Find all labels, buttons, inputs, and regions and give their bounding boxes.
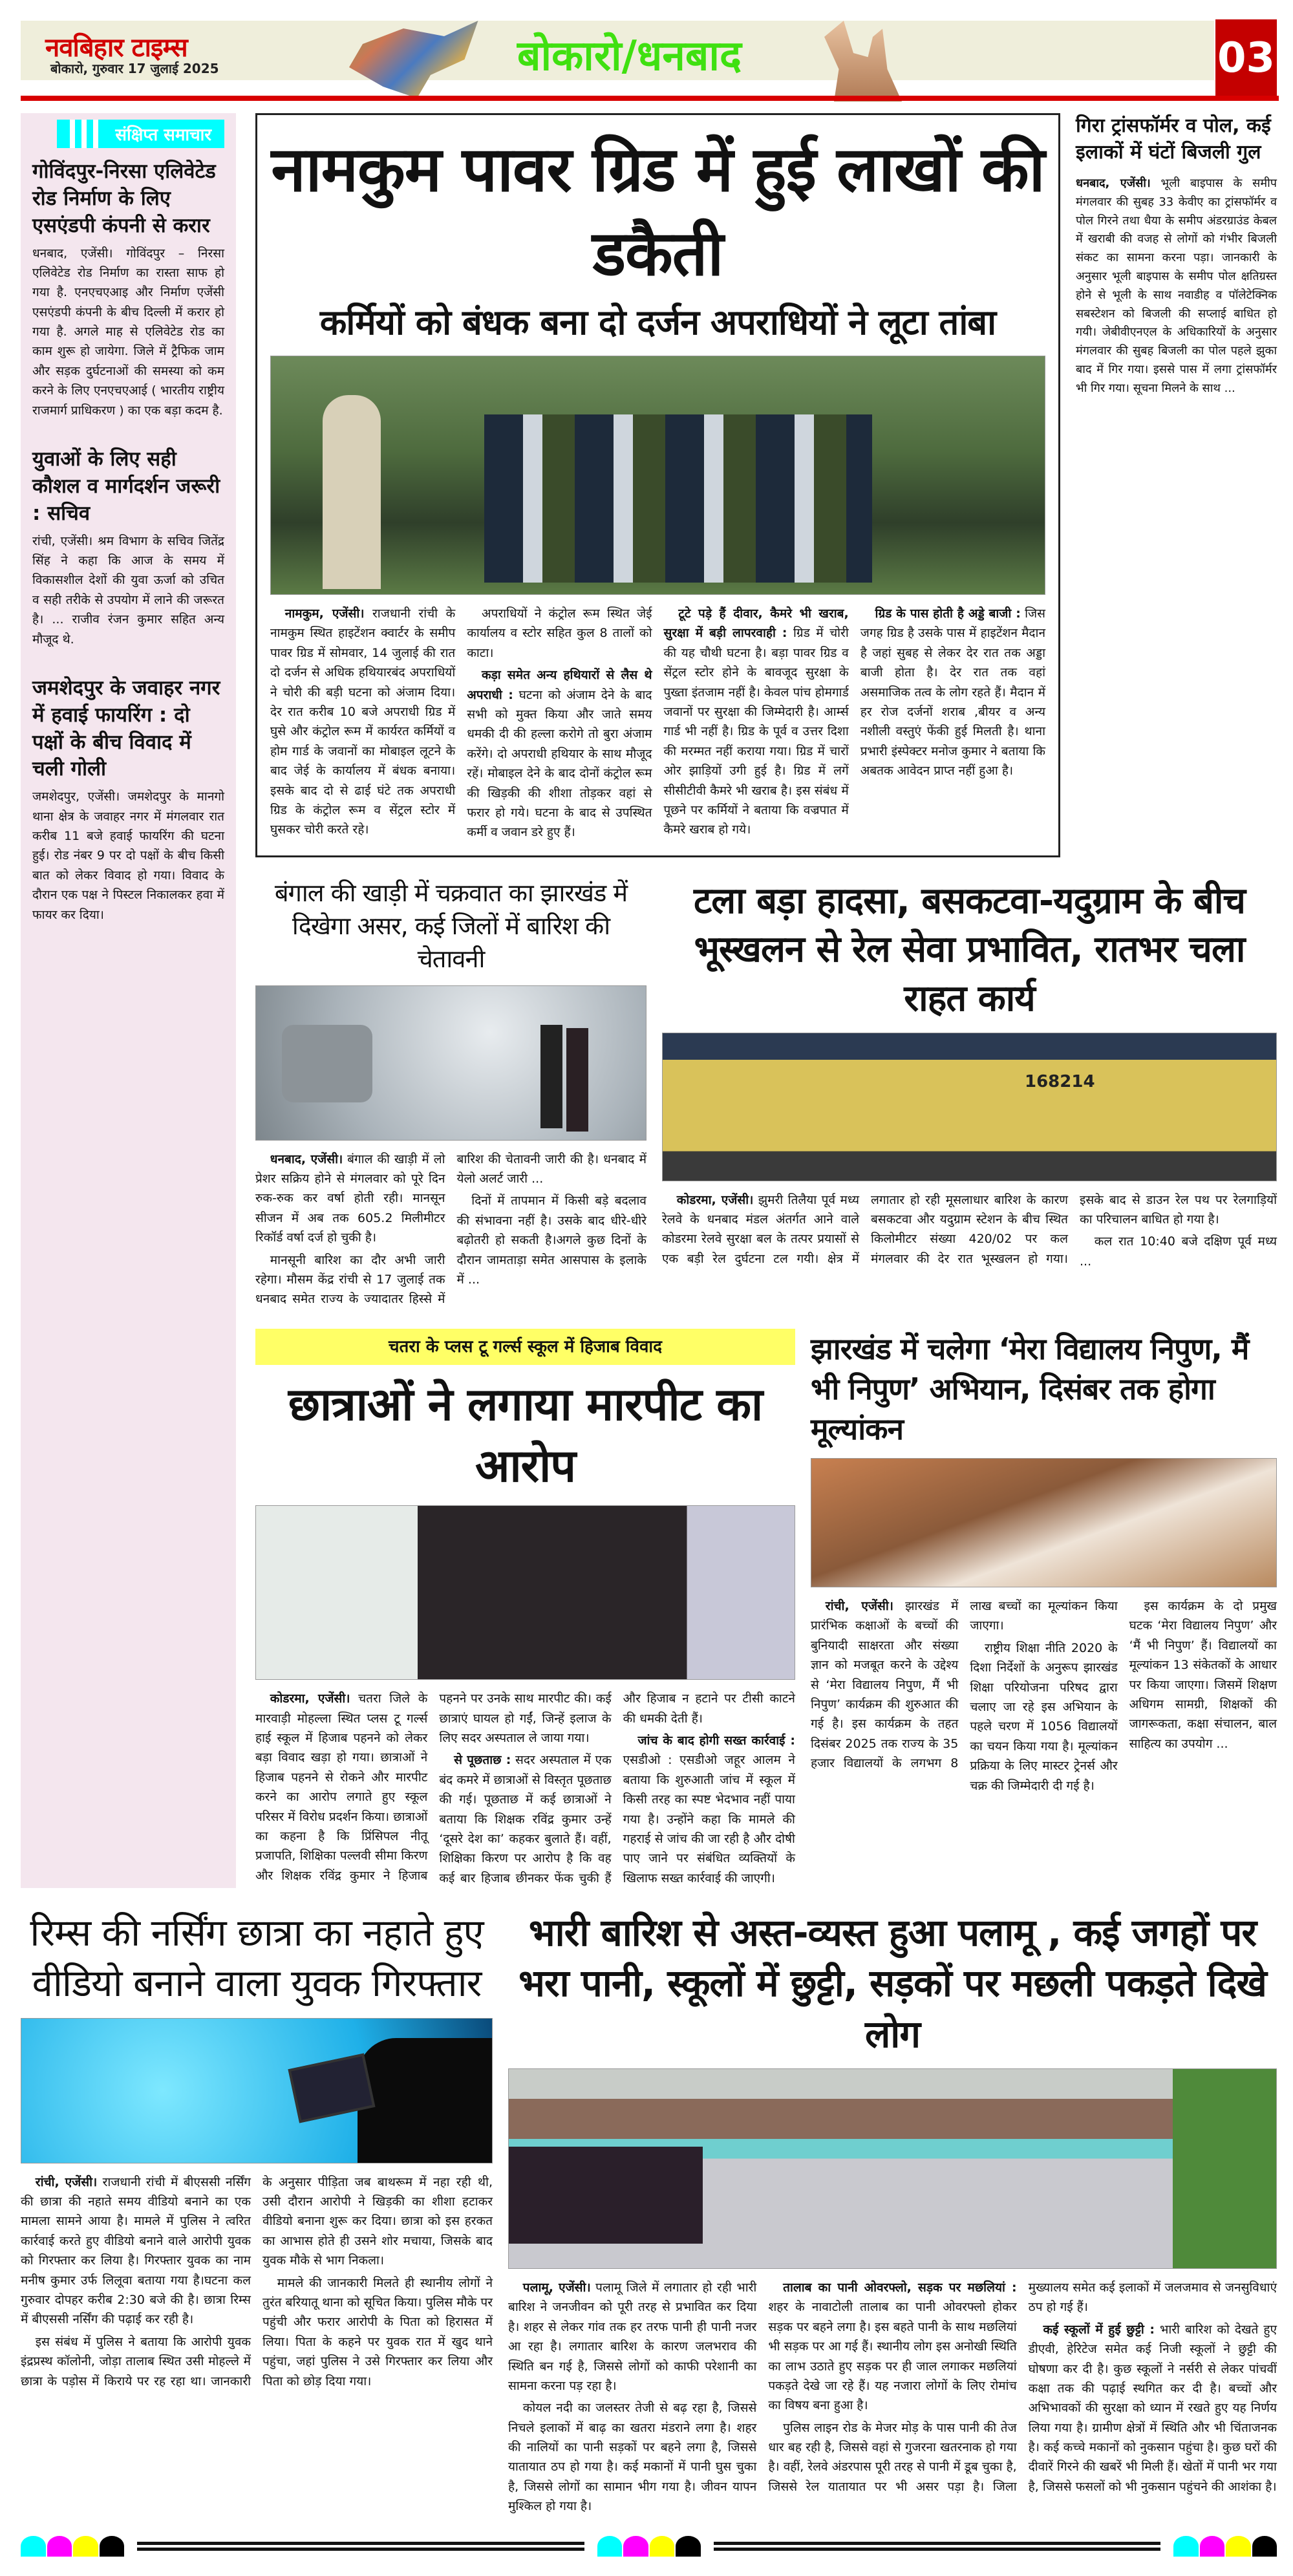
palamu-body bbox=[508, 2278, 1277, 2517]
wall-structure bbox=[509, 2147, 703, 2244]
paragraph: पलामू, एजेंसी। पलामू जिले में लगातार हो रही भारी बारिश ने जनजीवन को पूरी तरह से प्रभावित कर दिया है। शहर से लेकर गांव तक हर तरफ पानी ही पानी नजर आ रहा है। लगातार बारिश के कारण जलभराव की स्थिति बन गई है, जिससे लोगों को काफी परेशानी का सामना करना पड़ रहा है। bbox=[508, 2280, 757, 2393]
edition-date: बोकारो, गुरुवार 17 जुलाई 2025 bbox=[50, 61, 219, 76]
row-hijab-nipun bbox=[255, 1329, 1277, 1888]
rain-street-photo bbox=[255, 985, 646, 1141]
story-kicker: चतरा के प्लस टू गर्ल्स स्कूल में हिजाब विवाद bbox=[255, 1329, 795, 1365]
rail-headline: टला बड़ा हादसा, बसकटवा-यदुग्राम के बीच भूस्खलन से रेल सेवा प्रभावित, रातभर चला राहत कार्य bbox=[693, 879, 1245, 1020]
paragraph: कल रात 10:40 बजे दक्षिण पूर्व मध्य ... bbox=[1080, 1234, 1277, 1269]
brief-headline: जमशेदपुर के जवाहर नगर में हवाई फायरिंग : दो पक्षों के बीच विवाद में चली गोली bbox=[32, 676, 220, 781]
paragraph: कड़ा समेत अन्य हथियारों से लैस थे अपराधी : घटना को अंजाम देने के बाद सभी को मुक्त किया और जाते समय धमकी दी की हल्ला करोगे तो बुरा अंजाम करेंगे। दो अपराधी हथियार के साथ मौजूद रहें। मोबाइल देने के बाद दोनों कंट्रोल रूम की खिड़की की शीशा तोड़कर वहां से फरार हो गये। घटना के बाद से उपस्थित कर्मी व जवान डरे हुए हैं। bbox=[467, 668, 652, 840]
train-photo bbox=[662, 1033, 1277, 1181]
trees bbox=[1173, 2069, 1276, 2269]
lead-body bbox=[270, 604, 1045, 843]
paragraph: दिनों में तापमान में किसी बड़े बदलाव की संभावना नहीं है। उसके बाद धीरे-धीरे बढ़ोतरी हो सकती है।अगले कुछ दिनों के दौरान जामताड़ा समेत आसपास के इलाके में ... bbox=[456, 1194, 646, 1287]
paragraph: इस कार्यक्रम के दो प्रमुख घटक ‘मेरा विद्यालय निपुण’ और ‘मैं भी निपुण’ हैं। विद्यालयों का मूल्यांकन 13 संकेतकों के आधार पर किया जाएगा। जिसमें शिक्षण अधिगम सामग्री, शिक्षकों की जागरूकता, कक्षा संचालन, बाल साहित्य का उपयोग ... bbox=[1129, 1599, 1277, 1751]
paragraph: ग्रिड के पास होती है अड्डे बाजी : जिस जगह ग्रिड है उसके पास में हाइटेंशन मैदान है जहां सुबह से लेकर देर रात तक अड्डा बाजी होता है। देर रात तक वहां असमाजिक तत्व के लोग रहते हैं। मैदान में हर रोज दर्जनों शराब ,बीयर व अन्य नशीली वस्तुएं फेंकी हुई मिलती है। थाना प्रभारी इंस्पेक्टर मनोज कुमार ने बताया कि अबतक आवेदन प्राप्त नहीं हुआ है। bbox=[860, 606, 1045, 778]
paragraph: कई स्कूलों में हुई छुट्टी : भारी बारिश को देखते हुए डीएवी, हेरिटेज समेत कई निजी स्कूलों ने छुट्टी की घोषणा कर दी है। कुछ स्कूलों ने नर्सरी से लेकर पांचवीं कक्षा तक की पढ़ाई स्थगित कर दी है। बच्चों और अभिभावकों की सुरक्षा को ध्यान में रखते हुए यह निर्णय लिया गया है। ग्रामीण क्षेत्रों में स्थिति और भी चिंताजनक है। कई कच्चे मकानों को नुकसान पहुंचा है। कुछ घरों की दीवारें गिरने की खबरें भी मिली हैं। खेतों में पानी भर गया है, जिससे फसलों को भी नुकसान पहुंचने की आशंका है। bbox=[1028, 2322, 1277, 2494]
footer-rule bbox=[137, 2542, 584, 2551]
paragraph: पुलिस लाइन रोड के मेजर मोड़ के पास पानी की तेज धार बह रही है, जिससे वहां से गुजरना खतरनाक हो गया है। वहीं, रेलवे अंडरपास पूरी तरह से पानी में डूब चुका है, जिससे रेल यातायात पर भी असर पड़ा है। जिला मुख्यालय समेत कई इलाकों में जलजमाव से जनसुविधाएं ठप हो गई हैं। bbox=[768, 2280, 1277, 2494]
paragraph: जांच के बाद होगी सख्त कार्रवाई : एसडीओ : एसडीओ जहूर आलम ने बताया कि शुरुआती जांच में स्कूल में किसी तरह का स्पष्ट भेदभाव नहीं पाया गया है। उन्होंने कहा कि मामले की गहराई से जांच की जा रही है और दोषी पाए जाने पर संबंधित व्यक्तियों के खिलाफ सख्त कार्रवाई की जाएगी। bbox=[623, 1733, 795, 1885]
row-weather-rail bbox=[255, 877, 1277, 1309]
hijab-story bbox=[255, 1329, 795, 1888]
meeting-photo bbox=[811, 1458, 1277, 1587]
lead-subheadline: कर्मियों को बंधक बना दो दर्जन अपराधियों ने लूटा तांबा bbox=[319, 302, 996, 343]
palamu-story bbox=[508, 1907, 1277, 2517]
brief-news-sidebar bbox=[21, 113, 236, 1888]
brief-story bbox=[32, 158, 224, 420]
hijab-headline: छात्राओं ने लगाया मारपीट का आरोप bbox=[288, 1378, 763, 1492]
flooded-road-photo bbox=[508, 2068, 1277, 2269]
footer-rule bbox=[714, 2542, 1161, 2551]
page-number: 03 bbox=[1215, 19, 1277, 97]
right-headline: गिरा ट्रांसफॉर्मर व पोल, कई इलाकों में घंटों बिजली गुल bbox=[1076, 114, 1271, 164]
row-rims-palamu bbox=[21, 1907, 1277, 2517]
pedestrian bbox=[566, 1028, 588, 1132]
rims-headline: रिम्स की नर्सिंग छात्रा का नहाते हुए वीडियो बनाने वाला युवक गिरफ्तार bbox=[30, 1911, 484, 2006]
brief-story bbox=[32, 446, 224, 649]
brief-headline: गोविंदपुर-निरसा एलिवेटेड रोड निर्माण के लिए एसएंडपी कंपनी से करार bbox=[32, 160, 216, 237]
paragraph: कोडरमा, एजेंसी। झुमरी तिलैया पूर्व मध्य रेलवे के धनबाद मंडल अंतर्गत आने वाले कोडरमा रेलवे सुरक्षा बल के तत्पर प्रयासों से एक बड़ी रेल दुर्घटना टल गयी। क्षेत्र में लगातार हो रही मूसलाधार बारिश के कारण बसकटवा और यदुग्राम स्टेशन के बीच स्थित किलोमीटर संख्या 420/02 पर कल मंगलवार की देर रात भूस्खलन हो गया। इसके बाद से डाउन रेल पथ पर रेलगाड़ियों का परिचालन बाधित हो गया है। bbox=[662, 1192, 1277, 1266]
people-group bbox=[484, 414, 872, 583]
coach-number: 168214 bbox=[1025, 1071, 1095, 1091]
brief-body: जमशेदपुर, एजेंसी। जमशेदपुर के मानगो थाना क्षेत्र के जवाहर नगर में मंगलवार रात करीब 11 बजे हवाई फायरिंग की घटना हुई। रोड नंबर 9 पर दो पक्षों के बीच किसी बात को लेकर विवाद हो गया। विवाद के दौरान एक पक्ष ने पिस्टल निकालकर हवा में फायर कर दिया। bbox=[32, 789, 224, 922]
sidebar-title: संक्षिप्त समाचार bbox=[57, 120, 224, 148]
paragraph: मामले की जानकारी मिलते ही स्थानीय लोगों ने तुरंत बरियातू थाना को सूचित किया। पुलिस मौके पर पहुंची और फरार आरोपी के पिता को हिरासत में लिया। पिता के कहने पर युवक रात में खुद थाने पहुंचा, जहां पुलिस ने उसे गिरफ्तार कर लिया और पिता को छोड़ दिया गया। bbox=[262, 2275, 493, 2388]
lead-story bbox=[255, 113, 1060, 857]
right-story bbox=[1076, 113, 1277, 398]
paragraph: धनबाद, एजेंसी। बंगाल की खाड़ी में लो प्रेशर सक्रिय होने से मंगलवार को पूरे दिन रुक-रुक कर वर्षा होती रही। मानसून सीजन में अब तक 605.2 मिलीमीटर रिकॉर्ड वर्षा दर्ज हो चुकी है। bbox=[255, 1152, 445, 1245]
footer-marks bbox=[21, 2536, 1277, 2576]
brief-story bbox=[32, 675, 224, 925]
lead-headline: नामकुम पावर ग्रिड में हुई लाखों की डकैती bbox=[271, 133, 1045, 290]
registration-marks bbox=[1173, 2536, 1277, 2557]
weather-body bbox=[255, 1150, 646, 1309]
brief-body: धनबाद, एजेंसी। गोविंदपुर – निरसा एलिवेटेड रोड निर्माण का रास्ता साफ हो गया है. एनएचएआइ और निर्माण एजेंसी एसएंडपी कंपनी के बीच दिल्ली में करार हो गया है. अगले माह से एलिवेटेड रोड का काम शुरू हो जायेगा. जिले में ट्रैफिक जाम और सड़क दुर्घटनाओं की समस्या को कम करने के लिए एनएचएआई ( भारतीय राष्ट्रीय राजमार्ग प्राधिकरण ) का एक बड़ा कदम है. bbox=[32, 246, 224, 418]
rims-body bbox=[21, 2173, 493, 2392]
weather-headline: बंगाल की खाड़ी में चक्रवात का झारखंड में दिखेगा असर, कई जिलों में बारिश की चेतावनी bbox=[274, 878, 628, 974]
camera-phone-photo bbox=[21, 2018, 493, 2163]
paragraph: इस संबंध में पुलिस ने बताया कि आरोपी युवक इंद्रप्रस्थ कॉलोनी, जोड़ा तालाब स्थित उसी मोहल्ले में छात्रा के पड़ोस में किराये पर रह रहा था। जानकारी के अनुसार पीड़िता जब बाथरूम में नहा रही थी, उसी दौरान आरोपी ने खिड़की का शीशा हटाकर वीडियो बनाना शुरू कर दिया। छात्रा को इस हरकत का आभास होते ही उसने शोर मचाया, जिसके बाद युवक मौके से भाग निकला। bbox=[21, 2174, 493, 2388]
paragraph: तालाब का पानी ओवरफ्लो, सड़क पर मछलियां : शहर के नावाटोली तालाब का पानी ओवरफ्लो होकर सड़क पर बहने लगा है। इस बहते पानी के साथ मछलियां भी सड़क पर आ गई हैं। स्थानीय लोग इस अनोखी स्थिति का लाभ उठाते हुए सड़क पर ही जाल लगाकर मछलियां पकड़ते देखे जा रहे हैं। यह नजारा लोगों के लिए रोमांच का विषय बना हुआ है। bbox=[768, 2280, 1017, 2413]
grid-officials-photo bbox=[270, 356, 1045, 595]
paragraph: रांची, एजेंसी। झारखंड में प्रारंभिक कक्षाओं के बच्चों की बुनियादी साक्षरता और संख्या ज्ञान को मजबूत करने के उद्देश्य से ‘मेरा विद्यालय निपुण, मैं भी निपुण’ कार्यक्रम की शुरुआत की गई है। इस कार्यक्रम के तहत दिसंबर 2025 तक राज्य के 35 हजार विद्यालयों के लगभग 8 लाख बच्चों का मूल्यांकन किया जाएगा। bbox=[811, 1599, 1118, 1771]
person-figure bbox=[323, 395, 381, 589]
car-shape bbox=[282, 1025, 372, 1102]
section-title: बोकारो/धनबाद bbox=[517, 32, 742, 80]
pedestrian bbox=[540, 1025, 562, 1128]
paragraph: से पूछताछ : सदर अस्पताल में एक बंद कमरे में छात्राओं से विस्तृत पूछताछ की गई। पूछताछ में कई छात्राओं ने बताया कि शिक्षक रविंद्र कुमार उन्हें ‘दूसरे देश का’ कहकर बुलाते हैं। वहीं, शिक्षिका किरण पर आरोप है कि वह कई बार हिजाब छीनकर फेंक चुकी हैं और हिजाब न हटाने पर टीसी काटने की धमकी देती हैं। bbox=[439, 1691, 795, 1885]
students-photo bbox=[255, 1505, 795, 1680]
row-lead bbox=[255, 113, 1277, 857]
registration-marks bbox=[21, 2536, 124, 2557]
nipun-body bbox=[811, 1596, 1277, 1796]
nipun-headline: झारखंड में चलेगा ‘मेरा विद्यालय निपुण, मैं भी निपुण’ अभियान, दिसंबर तक होगा मूल्यांकन bbox=[811, 1331, 1249, 1446]
hand-silhouette bbox=[358, 2038, 493, 2163]
paragraph: राष्ट्रीय शिक्षा नीति 2020 के दिशा निर्देशों के अनुरूप झारखंड शिक्षा परियोजना परिषद द्वारा चलाए जा रहे इस अभियान के पहले चरण में 1056 विद्यालयों का चयन किया गया है। मूल्यांकन प्रक्रिया के लिए मास्टर ट्रेनर्स और चक्र की जिम्मेदारी दी गई है। bbox=[970, 1640, 1118, 1793]
brief-headline: युवाओं के लिए सही कौशल व मार्गदर्शन जरूरी : सचिव bbox=[32, 447, 220, 525]
paragraph: टूटे पड़े हैं दीवार, कैमरे भी खराब, सुरक्षा में बड़ी लापरवाही : ग्रिड में चोरी की यह चौथी घटना है। बड़ा पावर ग्रिड व सेंट्रल स्टोर होने के बावजूद सुरक्षा के पुख्ता इंतजाम नहीं है। केवल पांच होमगार्ड जवानों पर सुरक्षा की जिम्मेदारी है। आर्म्स गार्ड भी नहीं है। ग्रिड के पूर्व व उत्तर दिशा की मरम्मत नहीं कराया गया। ग्रिड में चारों ओर झाड़ियों उगी हुई है। ग्रिड में लगें सीसीटीवी कैमरे भी खराब है। इस संबंध में पूछने पर कर्मियों ने बताया कि वज्रपात में कैमरे खराब हो गये। bbox=[663, 606, 849, 837]
weather-story bbox=[255, 877, 646, 1309]
right-body: धनबाद, एजेंसी। भूली बाइपास के समीप मंगलवार की सुबह 33 केवीए का ट्रांसफॉर्मर व पोल गिरने तथा धैया के समीप अंडरग्राउंड केबल में खराबी की वजह से लोगों को गंभीर बिजली संकट का सामना करना पड़ा। जानकारी के अनुसार भूली बाइपास के समीप पोल क्षतिग्रस्त होने से भूली के साथ नवाडीह व पॉलेटेक्निक सबस्टेशन को बिजली की सप्लाई बाधित हो गयी। जेबीवीएनएल के अधिकारियों के अनुसार मंगलवार की सुबह बिजली का पोल पहले झुका बाद में गिर गया। इससे पास में लगा ट्रांसफॉर्मर भी गिर गया। सूचना मिलने के साथ ... bbox=[1076, 177, 1277, 395]
paragraph: रांची, एजेंसी। राजधानी रांची में बीएससी नर्सिंग की छात्रा की नहाते समय वीडियो बनाने का एक मामला सामने आया है। मामले में पुलिस ने त्वरित कार्रवाई करते हुए वीडियो बनाने वाले आरोपी युवक को गिरफ्तार कर लिया है। गिरफ्तार युवक का नाम मनीष कुमार उर्फ लिलूवा बताया गया है।घटना कल गुरुवार दोपहर करीब 2:30 बजे की है। छात्रा रिम्स में बीएससी नर्सिंग की पढ़ाई कर रही है। bbox=[21, 2174, 251, 2327]
rims-story bbox=[21, 1907, 493, 2392]
brief-body: रांची, एजेंसी। श्रम विभाग के सचिव जितेंद्र सिंह ने कहा कि आज के समय में विकासशील देशों की युवा ऊर्जा को उचित व सही तरीके से उपयोग में लाने की जरूरत है। ... राजीव रंजन कुमार सहित अन्य मौजूद थे. bbox=[32, 533, 224, 647]
paragraph: अपराधियों ने कंट्रोल रूम स्थित जेई कार्यालय व स्टोर सहित कुल 8 तालों को काटा। bbox=[467, 606, 652, 660]
rail-body bbox=[662, 1190, 1277, 1272]
hijab-body bbox=[255, 1689, 795, 1888]
paragraph: कोडरमा, एजेंसी। चतरा जिले के मारवाड़ी मोहल्ला स्थित प्लस टू गर्ल्स हाई स्कूल में हिजाब पहनने को लेकर बड़ा विवाद खड़ा हो गया। छात्राओं ने हिजाब पहनने से रोकने और मारपीट करने का आरोप लगाते हुए स्कूल परिसर में विरोध प्रदर्शन किया। छात्राओं का कहना है कि प्रिंसिपल नीतू प्रजापति, शिक्षिका पल्लवी सीमा किरण और शिक्षक रविंद्र कुमार ने हिजाब पहनने पर उनके साथ मारपीट की। कई छात्राएं घायल हो गईं, जिन्हें इलाज के लिए सदर अस्पताल ले जाया गया। bbox=[255, 1691, 612, 1883]
paragraph: नामकुम, एजेंसी। राजधानी रांची के नामकुम स्थित हाइटेंशन क्वार्टर के समीप पावर ग्रिड में सोमवार, 14 जुलाई की रात दो दर्जन से अधिक हथियारबंद अपराधियों ने चोरी की बड़ी घटना को अंजाम दिया। देर रात करीब 10 बजे अपराधी ग्रिड में घुसे और कंट्रोल रूम में कार्यरत कर्मियों व होम गार्ड के जवानों का मोबाइल लूटने के बाद जेई के कार्यालय में बंधक बनाया। इसके बाद दो से ढाई घंटे तक अपराधी ग्रिड के कंट्रोल रूम व सेंट्रल स्टोर में घुसकर चोरी करते रहे। bbox=[270, 606, 456, 837]
newspaper-name: नवबिहार टाइम्स bbox=[45, 33, 187, 63]
registration-marks bbox=[597, 2536, 701, 2557]
nipun-story bbox=[811, 1329, 1277, 1796]
paragraph: कोयल नदी का जलस्तर तेजी से बढ़ रहा है, जिससे निचले इलाकों में बाढ़ का खतरा मंडराने लगा है। शहर की नालियों का पानी सड़कों पर बहने लगा है, जिससे यातायात ठप हो गया है। कई मकानों में पानी घुस चुका है, जिससे लोगों का सामान भीग गया है। जीवन यापन मुश्किल हो गया है। bbox=[508, 2401, 757, 2514]
paragraph: मानसूनी बारिश का दौर अभी जारी रहेगा। मौसम केंद्र रांची से 17 जुलाई तक धनबाद समेत राज्य के ज्यादातर हिस्से में बारिश की चेतावनी जारी की है। धनबाद में येलो अलर्ट जारी ... bbox=[255, 1152, 646, 1307]
palamu-headline: भारी बारिश से अस्त-व्यस्त हुआ पलामू , कई जगहों पर भरा पानी, स्कूलों में छुट्टी, सड़कों पर मछली पकड़ते दिखे लोग bbox=[518, 1911, 1266, 2056]
rail-story bbox=[662, 877, 1277, 1271]
